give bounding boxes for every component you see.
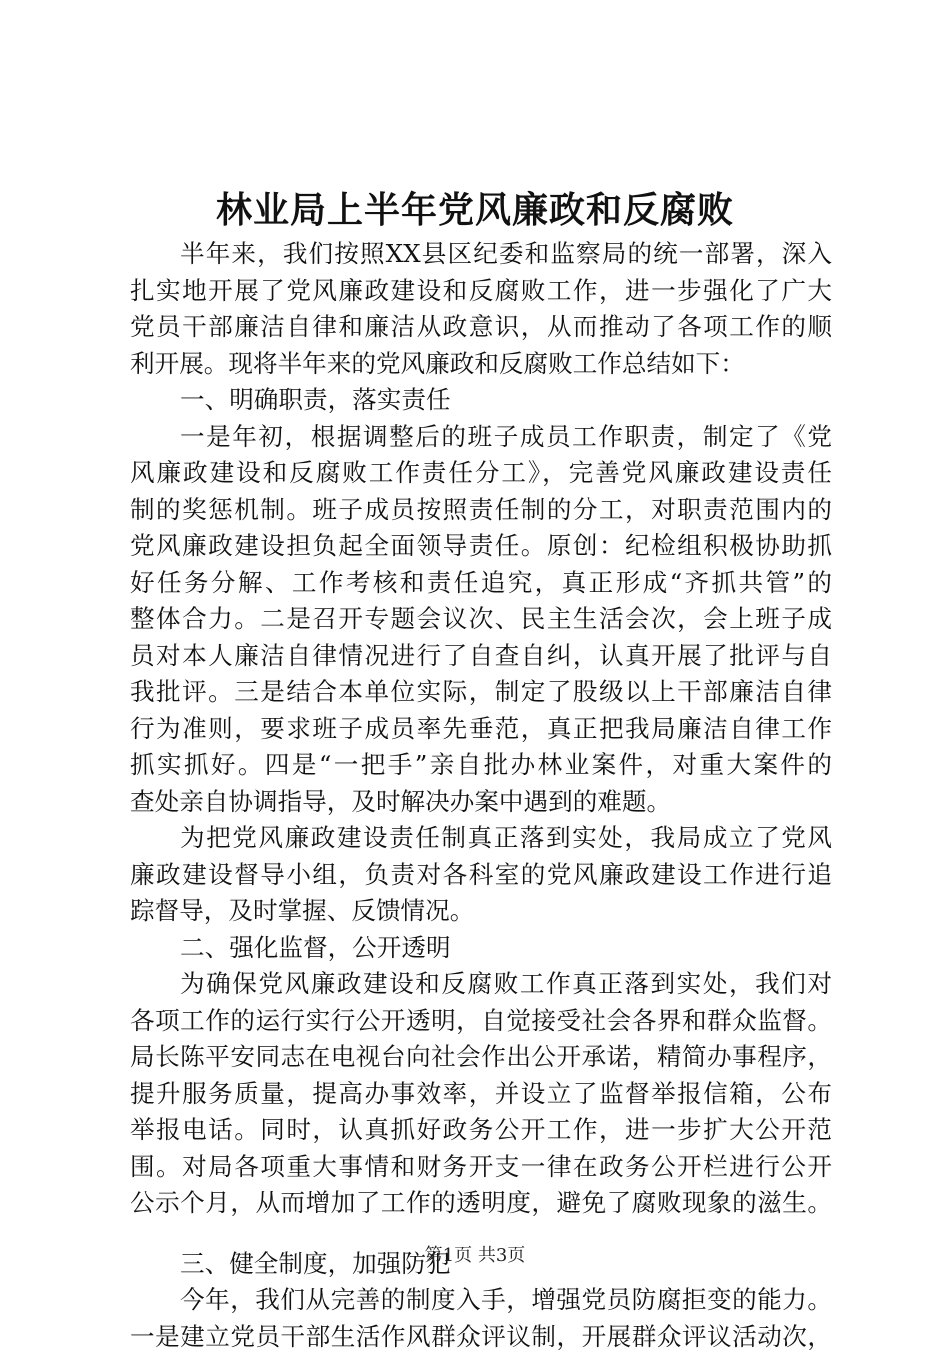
paragraph-line: 扎实地开展了党风廉政建设和反腐败工作，进一步强化了广大: [130, 273, 832, 310]
paragraph-line: 好任务分解、工作考核和责任追究，真正形成“齐抓共管”的: [130, 565, 832, 602]
document-title: 林业局上半年党风廉政和反腐败: [0, 186, 950, 234]
document-body: [130, 236, 832, 1355]
paragraph-line: 提升服务质量，提高办事效率，并设立了监督举报信箱，公布: [130, 1076, 832, 1113]
paragraph-line: 局长陈平安同志在电视台向社会作出公开承诺，精简办事程序，: [130, 1039, 832, 1076]
paragraph-line: 制的奖惩机制。班子成员按照责任制的分工，对职责范围内的: [130, 492, 832, 529]
section-heading: 二、强化监督，公开透明: [130, 930, 832, 967]
paragraph-line: 今年，我们从完善的制度入手，增强党员防腐拒变的能力。: [130, 1282, 832, 1319]
paragraph-line: 半年来，我们按照XX县区纪委和监察局的统一部署，深入: [130, 236, 832, 273]
paragraph-line: 员对本人廉洁自律情况进行了自查自纠，认真开展了批评与自: [130, 638, 832, 675]
paragraph-line: 围。对局各项重大事情和财务开支一律在政务公开栏进行公开: [130, 1149, 832, 1186]
paragraph-line: 各项工作的运行实行公开透明，自觉接受社会各界和群众监督。: [130, 1003, 832, 1040]
paragraph-line: 整体合力。二是召开专题会议次、民主生活会次，会上班子成: [130, 601, 832, 638]
section-heading: 三、健全制度，加强防犯: [130, 1246, 832, 1283]
paragraph-line: 风廉政建设和反腐败工作责任分工》，完善党风廉政建设责任: [130, 455, 832, 492]
paragraph-line: 一是建立党员干部生活作风群众评议制，开展群众评议活动次，: [130, 1319, 832, 1355]
paragraph-line: 为把党风廉政建设责任制真正落到实处，我局成立了党风: [130, 820, 832, 857]
paragraph-line: 行为准则，要求班子成员率先垂范，真正把我局廉洁自律工作: [130, 711, 832, 748]
paragraph-line: 党风廉政建设担负起全面领导责任。原创：纪检组积极协助抓: [130, 528, 832, 565]
paragraph-line: 利开展。现将半年来的党风廉政和反腐败工作总结如下：: [130, 346, 832, 383]
page-number: 第1页 共3页: [0, 1244, 950, 1268]
paragraph-line: 举报电话。同时，认真抓好政务公开工作，进一步扩大公开范: [130, 1112, 832, 1149]
paragraph-line: 抓实抓好。四是“一把手”亲自批办林业案件，对重大案件的: [130, 747, 832, 784]
paragraph-line: 廉政建设督导小组，负责对各科室的党风廉政建设工作进行追: [130, 857, 832, 894]
paragraph-line: 我批评。三是结合本单位实际，制定了股级以上干部廉洁自律: [130, 674, 832, 711]
paragraph-line: 一是年初，根据调整后的班子成员工作职责，制定了《党: [130, 419, 832, 456]
section-heading: 一、明确职责，落实责任: [130, 382, 832, 419]
paragraph-line: 党员干部廉洁自律和廉洁从政意识，从而推动了各项工作的顺: [130, 309, 832, 346]
paragraph-line: 公示个月，从而增加了工作的透明度，避免了腐败现象的滋生。: [130, 1185, 832, 1222]
paragraph-line: 为确保党风廉政建设和反腐败工作真正落到实处，我们对: [130, 966, 832, 1003]
paragraph-line: 查处亲自协调指导，及时解决办案中遇到的难题。: [130, 784, 832, 821]
paragraph-line: 踪督导，及时掌握、反馈情况。: [130, 893, 832, 930]
